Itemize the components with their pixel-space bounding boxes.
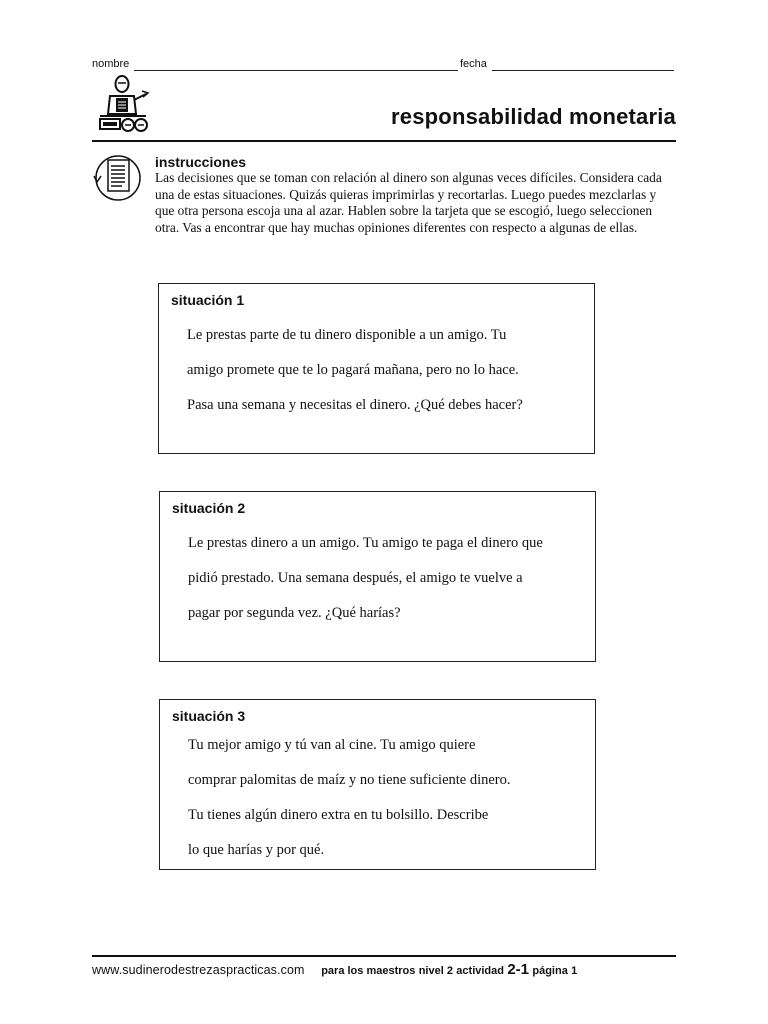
footer [92, 961, 682, 978]
footer-page-label: página [532, 965, 568, 977]
situation-card-3 [159, 699, 596, 870]
name-label: nombre [92, 58, 130, 70]
footer-level: nivel 2 [418, 965, 453, 977]
situation-1-line-2: amigo promete que te lo pagará mañana, pero no lo hace. [187, 362, 519, 378]
footer-page-number: 1 [571, 965, 578, 977]
situation-3-title: situación 3 [172, 708, 246, 724]
instructions-text: Las decisiones que se toman con relación al dinero son algunas veces difíciles. Considera cada una de estas situaciones. Quizás quieras imprimirlas y recortarlas. Luego puedes mezclarlas y que otra persona escoja una al azar. Hablen sobre la tarjeta que se escogió, luego seleccionen otra. Vas a encontrar que hay muchas opiniones diferentes con respecto a algunas de ellas. [155, 170, 662, 235]
title-divider [92, 140, 676, 142]
situation-2-line-2: pidió prestado. Una semana después, el amigo te vuelve a [188, 570, 523, 586]
situation-3-line-3: Tu tienes algún dinero extra en tu bolsillo. Describe [188, 807, 489, 823]
date-field[interactable] [492, 70, 674, 71]
situation-card-1 [158, 283, 595, 454]
date-label: fecha [460, 58, 487, 70]
person-with-money-icon [96, 74, 154, 136]
situation-3-line-2: comprar palomitas de maíz y no tiene suficiente dinero. [188, 772, 511, 788]
situation-card-2 [159, 491, 596, 662]
footer-divider [92, 955, 676, 957]
situation-1-line-3: Pasa una semana y necesitas el dinero. ¿Qué debes hacer? [187, 397, 523, 413]
name-date-row [92, 58, 676, 74]
situation-2-line-3: pagar por segunda vez. ¿Qué harías? [188, 605, 401, 621]
footer-activity-number: 2-1 [507, 961, 530, 978]
footer-audience: para los maestros [321, 965, 416, 977]
situation-2-title: situación 2 [172, 500, 246, 516]
footer-url[interactable]: www.sudinerodestrezaspracticas.com [92, 963, 305, 977]
worksheet-refresh-icon [92, 152, 142, 204]
name-field[interactable] [134, 70, 458, 71]
footer-activity-label: actividad [456, 965, 504, 977]
situation-1-line-1: Le prestas parte de tu dinero disponible a un amigo. Tu [187, 327, 507, 343]
situation-1-title: situación 1 [171, 292, 245, 308]
situation-2-line-1: Le prestas dinero a un amigo. Tu amigo te paga el dinero que [188, 535, 543, 551]
page-title: responsabilidad monetaria [391, 104, 676, 129]
situation-3-line-4: lo que harías y por qué. [188, 842, 325, 858]
instructions-heading: instrucciones [155, 154, 247, 170]
situation-3-line-1: Tu mejor amigo y tú van al cine. Tu amigo quiere [188, 737, 476, 753]
